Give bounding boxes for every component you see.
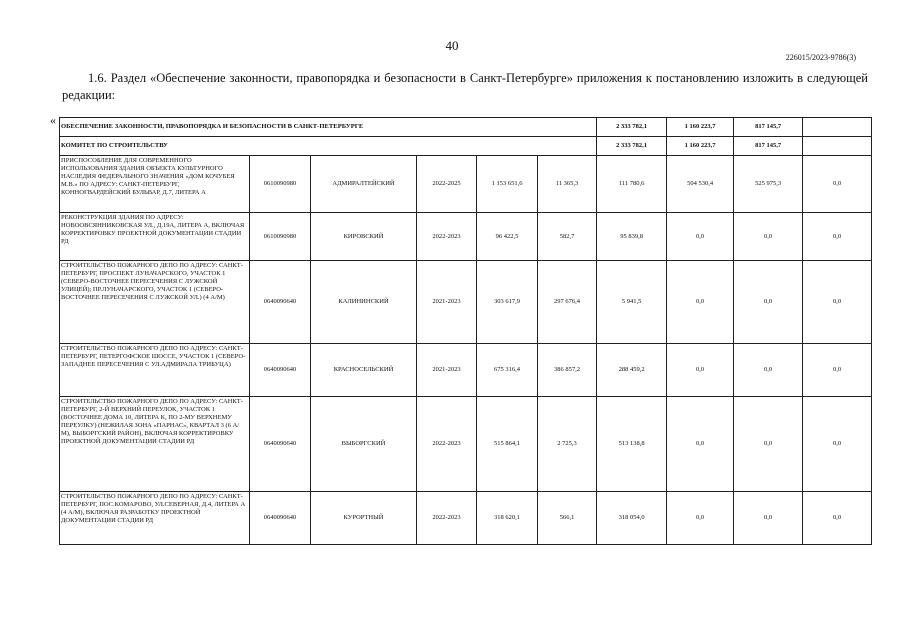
total-cost: 318 620,1 xyxy=(477,492,538,545)
object-name: РЕКОНСТРУКЦИЯ ЗДАНИЯ ПО АДРЕСУ: НОВООВСЯННИКОВСКАЯ УЛ., Д.19А, ЛИТЕРА А, ВКЛЮЧАЯ КОРРЕКТИРОВКУ ПРОЕКТНОЙ ДОКУМЕНТАЦИИ СТАДИИ РД xyxy=(60,213,250,261)
year-4-value: 0,0 xyxy=(803,156,872,213)
year-2-value: 0,0 xyxy=(667,397,734,492)
year-3-value: 525 975,3 xyxy=(734,156,803,213)
object-name: СТРОИТЕЛЬСТВО ПОЖАРНОГО ДЕПО ПО АДРЕСУ: САНКТ-ПЕТЕРБУРГ, ПРОСПЕКТ ЛУНАЧАРСКОГО, УЧАСТОК 1 (СЕВЕРО-ВОСТОЧНЕЕ ПЕРЕСЕЧЕНИЯ С ЛУЖСКОЙ УЛИЦЕЙ); ПР.ЛУНАЧАРСКОГО, УЧАСТОК 1 (СЕВЕРО-ВОСТОЧНЕЕ ПЕРЕСЕЧЕНИЯ С ЛУЖСКОЙ УЛ.) (4 А/М) xyxy=(60,261,250,344)
year-1-value: 318 054,0 xyxy=(597,492,667,545)
section-row xyxy=(60,118,872,137)
table-row xyxy=(60,344,872,397)
object-name: СТРОИТЕЛЬСТВО ПОЖАРНОГО ДЕПО ПО АДРЕСУ: САНКТ-ПЕТЕРБУРГ, ПОС.КОМАРОВО, УЛ.СЕВЕРНАЯ, Д.4, ЛИТЕРА А (4 А/М), ВКЛЮЧАЯ РАЗРАБОТКУ ПРОЕКТНОЙ ДОКУМЕНТАЦИИ СТАДИИ РД xyxy=(60,492,250,545)
table-body xyxy=(60,118,872,545)
page-number: 40 xyxy=(445,38,459,53)
opening-quote-mark: « xyxy=(50,113,56,127)
district: КРАСНОСЕЛЬСКИЙ xyxy=(311,344,417,397)
section-value-4 xyxy=(803,118,872,137)
object-name: СТРОИТЕЛЬСТВО ПОЖАРНОГО ДЕПО ПО АДРЕСУ: САНКТ-ПЕТЕРБУРГ, ПЕТЕРГОФСКОЕ ШОССЕ, УЧАСТОК 1 (СЕВЕРО-ЗАПАДНЕЕ ПЕРЕСЕЧЕНИЯ С УЛ.АДМИРАЛА ТРИБУЦА) xyxy=(60,344,250,397)
total-cost: 1 153 651,6 xyxy=(477,156,538,213)
budget-code: 0640090640 xyxy=(250,261,311,344)
section-value-1: 2 333 782,1 xyxy=(597,118,667,137)
year-2-value: 0,0 xyxy=(667,492,734,545)
district: ВЫБОРГСКИЙ xyxy=(311,397,417,492)
years: 2021-2023 xyxy=(417,261,477,344)
previous-funding: 386 857,2 xyxy=(538,344,597,397)
district: КУРОРТНЫЙ xyxy=(311,492,417,545)
object-name: ПРИСПОСОБЛЕНИЕ ДЛЯ СОВРЕМЕННОГО ИСПОЛЬЗОВАНИЯ ЗДАНИЯ ОБЪЕКТА КУЛЬТУРНОГО НАСЛЕДИЯ ФЕДЕРАЛЬНОГО ЗНАЧЕНИЯ «ДОМ КОЧУБЕЯ М.В.» ПО АДРЕСУ: САНКТ-ПЕТЕРБУРГ, КОННОГВАРДЕЙСКИЙ БУЛЬВАР, Д.7, ЛИТЕРА А xyxy=(60,156,250,213)
year-4-value: 0,0 xyxy=(803,213,872,261)
table-row xyxy=(60,261,872,344)
year-4-value: 0,0 xyxy=(803,492,872,545)
document-code: 226015/2023-9786(3) xyxy=(785,53,856,62)
year-3-value: 0,0 xyxy=(734,261,803,344)
table-row xyxy=(60,213,872,261)
year-2-value: 0,0 xyxy=(667,213,734,261)
year-3-value: 0,0 xyxy=(734,213,803,261)
previous-funding: 582,7 xyxy=(538,213,597,261)
year-2-value: 504 530,4 xyxy=(667,156,734,213)
total-cost: 96 422,5 xyxy=(477,213,538,261)
year-3-value: 0,0 xyxy=(734,492,803,545)
table-row xyxy=(60,397,872,492)
years: 2022-2023 xyxy=(417,397,477,492)
year-4-value: 0,0 xyxy=(803,344,872,397)
previous-funding: 2 725,3 xyxy=(538,397,597,492)
budget-code: 0640090640 xyxy=(250,344,311,397)
year-1-value: 5 941,5 xyxy=(597,261,667,344)
budget-code: 0640090640 xyxy=(250,492,311,545)
years: 2022-2023 xyxy=(417,492,477,545)
table-row xyxy=(60,156,872,213)
years: 2022-2023 xyxy=(417,213,477,261)
committee-title: КОМИТЕТ ПО СТРОИТЕЛЬСТВУ xyxy=(60,137,597,156)
year-2-value: 0,0 xyxy=(667,344,734,397)
total-cost: 515 864,1 xyxy=(477,397,538,492)
budget-table xyxy=(59,117,872,545)
object-name: СТРОИТЕЛЬСТВО ПОЖАРНОГО ДЕПО ПО АДРЕСУ: САНКТ-ПЕТЕРБУРГ, 2-Й ВЕРХНИЙ ПЕРЕУЛОК, УЧАСТОК 1 (ВОСТОЧНЕЕ ДОМА 10, ЛИТЕРА К, ПО 2-МУ ВЕРХНЕМУ ПЕРЕУЛКУ) (НЕЖИЛАЯ ЗОНА «ПАРНАС», КВАРТАЛ 3 (6 А/М), ВЫБОРГСКИЙ РАЙОН), ВКЛЮЧАЯ КОРРЕКТИРОВКУ ПРОЕКТНОЙ ДОКУМЕНТАЦИИ СТАДИИ РД xyxy=(60,397,250,492)
district: КИРОВСКИЙ xyxy=(311,213,417,261)
section-value-3: 817 145,7 xyxy=(734,118,803,137)
year-1-value: 111 780,6 xyxy=(597,156,667,213)
year-1-value: 288 459,2 xyxy=(597,344,667,397)
year-4-value: 0,0 xyxy=(803,261,872,344)
years: 2022-2025 xyxy=(417,156,477,213)
previous-funding: 11 365,3 xyxy=(538,156,597,213)
section-value-2: 1 160 223,7 xyxy=(667,118,734,137)
previous-funding: 566,1 xyxy=(538,492,597,545)
district: АДМИРАЛТЕЙСКИЙ xyxy=(311,156,417,213)
committee-value-4 xyxy=(803,137,872,156)
committee-value-1: 2 333 782,1 xyxy=(597,137,667,156)
intro-paragraph: 1.6. Раздел «Обеспечение законности, правопорядка и безопасности в Санкт-Петербурге» приложения к постановлению изложить в следующей редакции: xyxy=(62,71,868,102)
year-3-value: 0,0 xyxy=(734,344,803,397)
total-cost: 303 617,9 xyxy=(477,261,538,344)
total-cost: 675 316,4 xyxy=(477,344,538,397)
year-1-value: 95 839,8 xyxy=(597,213,667,261)
years: 2021-2023 xyxy=(417,344,477,397)
year-4-value: 0,0 xyxy=(803,397,872,492)
table-row xyxy=(60,492,872,545)
budget-code: 0610090980 xyxy=(250,213,311,261)
year-2-value: 0,0 xyxy=(667,261,734,344)
previous-funding: 297 676,4 xyxy=(538,261,597,344)
committee-row xyxy=(60,137,872,156)
committee-value-3: 817 145,7 xyxy=(734,137,803,156)
section-title: ОБЕСПЕЧЕНИЕ ЗАКОННОСТИ, ПРАВОПОРЯДКА И БЕЗОПАСНОСТИ В САНКТ-ПЕТЕРБУРГЕ xyxy=(60,118,597,137)
district: КАЛИНИНСКИЙ xyxy=(311,261,417,344)
year-3-value: 0,0 xyxy=(734,397,803,492)
year-1-value: 513 138,8 xyxy=(597,397,667,492)
budget-code: 0640090640 xyxy=(250,397,311,492)
committee-value-2: 1 160 223,7 xyxy=(667,137,734,156)
budget-code: 0610090980 xyxy=(250,156,311,213)
